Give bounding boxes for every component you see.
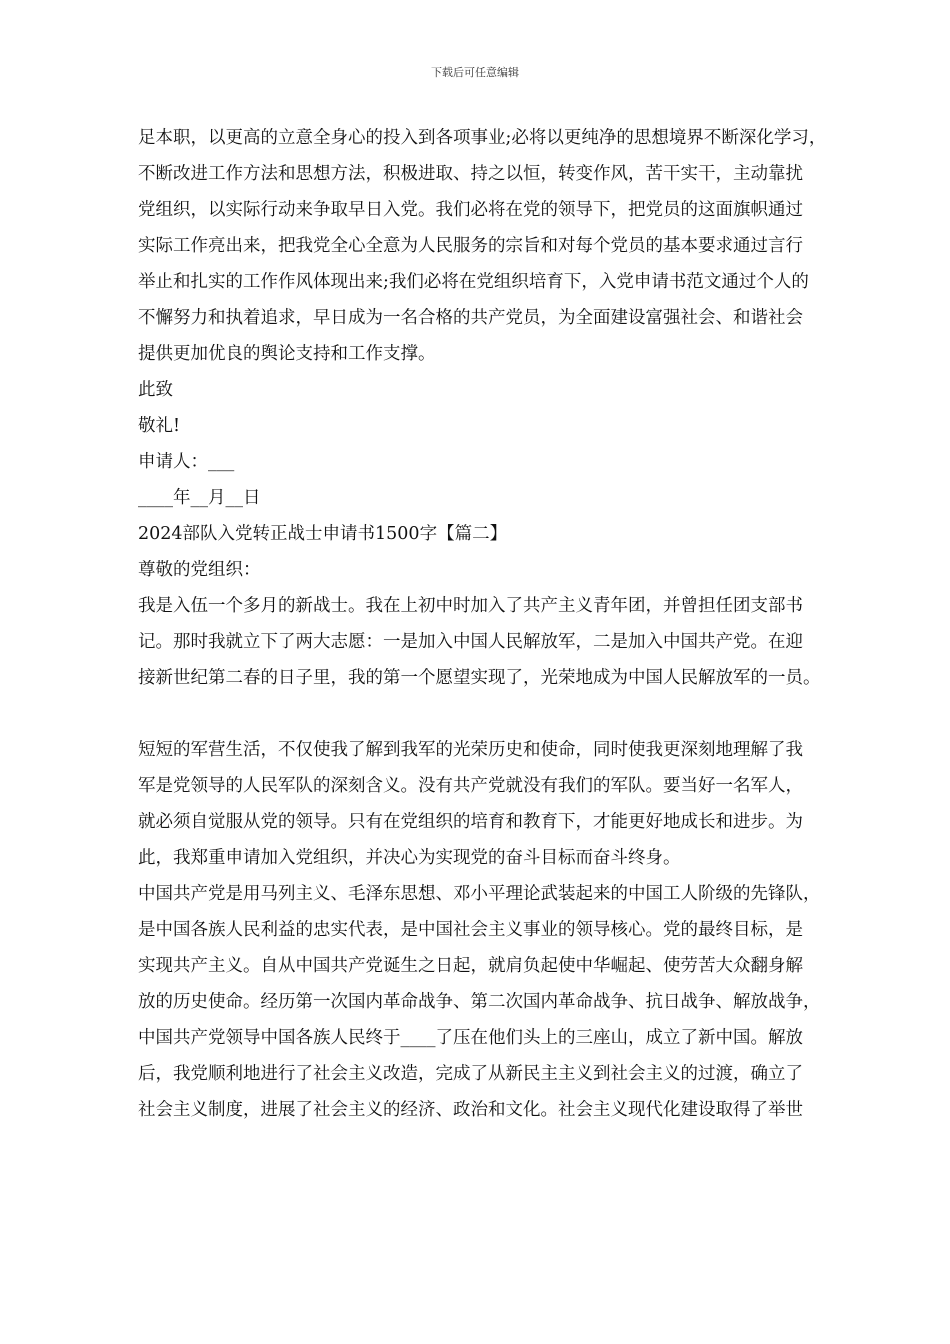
text-line: 举止和扎实的工作作风体现出来;我们必将在党组织培育下，入党申请书范文通过个人的 <box>138 272 809 292</box>
text-line: 我是入伍一个多月的新战士。我在上初中时加入了共产主义青年团，并曾担任团支部书 <box>138 596 803 616</box>
text-line: 后，我党顺利地进行了社会主义改造，完成了从新民主主义到社会主义的过渡，确立了 <box>138 1064 803 1084</box>
text-line: 放的历史使命。经历第一次国内革命战争、第二次国内革命战争、抗日战争、解放战争， <box>138 992 821 1012</box>
text-line: 实现共产主义。自从中国共产党诞生之日起，就肩负起使中华崛起、使劳苦大众翻身解 <box>138 956 803 976</box>
text-line: 足本职，以更高的立意全身心的投入到各项事业;必将以更纯净的思想境界不断深化学习， <box>138 128 827 148</box>
text-line: 中国共产党是用马列主义、毛泽东思想、邓小平理论武装起来的中国工人阶级的先锋队， <box>138 884 821 904</box>
applicant-line: 申请人：___ <box>138 452 235 472</box>
text-line: 就必须自觉服从党的领导。只有在党组织的培育和教育下，才能更好地成长和进步。为 <box>138 812 803 832</box>
text-line: 社会主义制度，进展了社会主义的经济、政治和文化。社会主义现代化建设取得了举世 <box>138 1100 803 1120</box>
blank-line <box>138 696 894 732</box>
page-header-note: 下载后可任意编辑 <box>431 66 519 79</box>
document-body <box>138 120 894 1128</box>
text-line: 是中国各族人民利益的忠实代表，是中国社会主义事业的领导核心。党的最终目标，是 <box>138 920 803 940</box>
addressee-line: 尊敬的党组织： <box>138 560 261 580</box>
section-title: 2024部队入党转正战士申请书1500字【篇二】 <box>138 524 508 544</box>
text-line: 党组织，以实际行动来争取早日入党。我们必将在党的领导下，把党员的这面旗帜通过 <box>138 200 803 220</box>
salutation-line: 此致 <box>138 380 173 400</box>
date-line: ____年__月__日 <box>138 488 261 508</box>
text-line: 记。那时我就立下了两大志愿：一是加入中国人民解放军，二是加入中国共产党。在迎 <box>138 632 803 652</box>
text-line: 实际工作亮出来，把我党全心全意为人民服务的宗旨和对每个党员的基本要求通过言行 <box>138 236 803 256</box>
text-line: 不断改进工作方法和思想方法，积极进取、持之以恒，转变作风，苦干实干，主动靠扰 <box>138 164 803 184</box>
text-line: 提供更加优良的舆论支持和工作支撑。 <box>138 344 436 364</box>
text-line: 接新世纪第二春的日子里，我的第一个愿望实现了，光荣地成为中国人民解放军的一员。 <box>138 668 821 688</box>
greeting-line: 敬礼! <box>138 416 181 436</box>
text-line: 短短的军营生活，不仅使我了解到我军的光荣历史和使命，同时使我更深刻地理解了我 <box>138 740 803 760</box>
text-line: 中国共产党领导中国各族人民终于____了压在他们头上的三座山，成立了新中国。解放 <box>138 1028 803 1048</box>
text-line: 军是党领导的人民军队的深刻含义。没有共产党就没有我们的军队。要当好一名军人， <box>138 776 803 796</box>
text-line: 此，我郑重申请加入党组织，并决心为实现党的奋斗目标而奋斗终身。 <box>138 848 681 868</box>
text-line: 不懈努力和执着追求，早日成为一名合格的共产党员，为全面建设富强社会、和谐社会 <box>138 308 803 328</box>
